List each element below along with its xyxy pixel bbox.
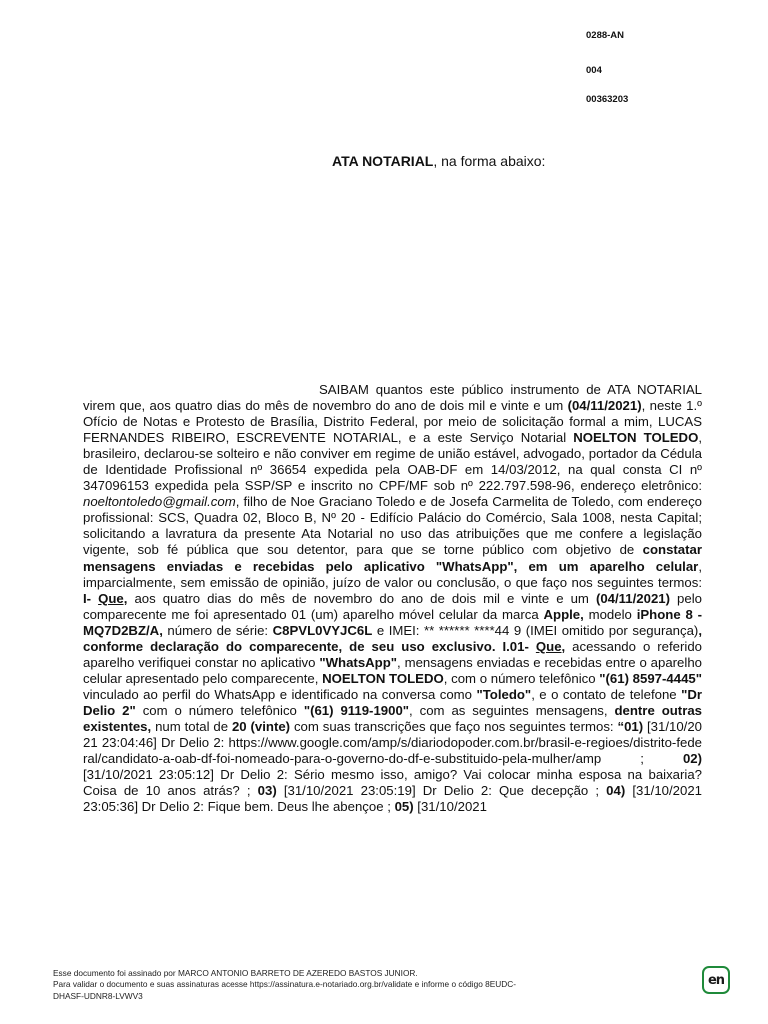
e-notariado-logo-icon (702, 966, 730, 994)
underlined-segment: Que, (98, 590, 128, 606)
bold-segment: iPhone 8 - MQ7D2BZ/A, (83, 606, 702, 638)
bold-segment: Apple, (543, 606, 584, 622)
text-segment: modelo (583, 606, 637, 622)
text-segment: aos quatro dias do mês de novembro do ano de dois mil e vinte e um (127, 590, 596, 606)
title-rest: , na forma abaixo: (433, 153, 546, 169)
page-code: 004 (586, 65, 602, 76)
text-segment: número de série: (162, 622, 273, 638)
bold-segment: 20 (vinte) (231, 718, 291, 734)
text-segment: pelo comparecente me foi apresentado 01 (um) aparelho móvel celular da marca (83, 590, 702, 622)
text-segment: , e o contato de telefone (531, 686, 682, 702)
text-segment: com suas transcrições que faço nos seguintes termos: (290, 718, 618, 734)
bold-segment: “01) (617, 718, 644, 734)
text-segment: , brasileiro, declarou-se solteiro e não conviver em regime de união estável, advogado, portador da Cédula de Identidade Profissional nº 36654 expedida pela OAB-DF em 14/03/2012, na qual consta CI nº 347096153 expedida pela SSP/SP e inscrito no CPF/MF sob nº 222.797.598-96, endereço eletrônico: (83, 430, 703, 494)
bold-segment: NOELTON TOLEDO (322, 670, 444, 686)
text-segment: vinculado ao perfil do WhatsApp e identificado na conversa como (83, 686, 477, 702)
validation-code: DHASF-UDNR8-LVWV3 (53, 990, 143, 1001)
bold-segment: (04/11/2021) (595, 590, 671, 606)
bold-segment: I- (83, 590, 99, 606)
signer-line: Esse documento foi assinado por MARCO ANTONIO BARRETO DE AZEREDO BASTOS JUNIOR. (53, 968, 418, 978)
text-segment: [31/10/2021 23:05:12] Dr Delio 2: Sério mesmo isso, amigo? Vai colocar minha esposa na baixaria? Coisa de 10 anos atrás? ; (83, 767, 702, 799)
text-segment: , mensagens enviadas e recebidas entre o aparelho celular apresentado pelo comparecente, (83, 654, 702, 686)
text-segment: , filho de Noe Graciano Toledo e de Josefa Carmelita de Toledo, com endereço profissional: SCS, Quadra 02, Bloco B, Nº 20 - Edifício Palácio do Comércio, Sala 1008, nesta Capital; solicitando a lavratura da presente Ata Notarial no uso das atribuições que me confere a legislação vigente, sob fé pública que sou detentor, para que se torne público com objetivo de (83, 494, 702, 558)
text-segment: [31/10/2021 23:05:19] Dr Delio 2: Que decepção ; (276, 783, 607, 799)
bold-segment: "Dr Delio 2" (83, 686, 702, 718)
bold-segment: (04/11/2021) (567, 398, 642, 414)
bold-segment: constatar mensagens enviadas e recebidas pelo aplicativo "WhatsApp", em um aparelho celular (83, 542, 702, 574)
text-segment: [31/10/2021 23:04:46] Dr Delio 2: https://www.google.com/amp/s/diariodopoder.com.br/brasil-e-regioes/distrito-federal/candidato-a-oab-df-foi-nomeado-para-o-governo-do-df-e-substituido-pela-mulher/amp ; (83, 718, 703, 767)
text-segment: acessando o referido aparelho verifiquei constar no aplicativo (83, 638, 703, 670)
book-code: 0288-AN (586, 30, 625, 41)
text-segment: num total de (151, 718, 232, 734)
text-segment: [31/10/2021 (413, 799, 487, 815)
text-segment: [31/10/2021 23:05:36] Dr Delio 2: Fique bem. Deus lhe abençoe ; (83, 783, 702, 815)
text-segment: , neste 1.º Ofício de Notas e Protesto de Brasília, Distrito Federal, por meio de solicitação formal a mim, LUCAS FERNANDES RIBEIRO, ESCREVENTE NOTARIAL, e a este Serviço Notarial (83, 398, 702, 446)
bold-segment: "(61) 9119-1900" (303, 702, 410, 718)
deed-body-text (83, 382, 702, 815)
email-italic: noeltontoledo@gmail.com (83, 494, 236, 510)
logo-text: en (707, 972, 725, 988)
bold-segment: 04) (606, 783, 626, 799)
bold-segment: "WhatsApp" (319, 654, 398, 670)
underlined-segment: Que, (535, 638, 566, 654)
act-code: 00363203 (586, 94, 629, 105)
validation-line: Para validar o documento e suas assinaturas acesse https://assinatura.e-notariado.org.br/validate e informe o código 8EUDC- (53, 979, 517, 990)
title-bold: ATA NOTARIAL (332, 153, 434, 169)
document-title (332, 153, 545, 169)
bold-segment: 02) (682, 751, 702, 767)
text-segment: SAIBAM quantos este público instrumento de ATA NOTARIAL virem que, aos quatro dias do mês de novembro do ano de dois mil e vinte e um (83, 382, 702, 414)
bold-segment: 05) (394, 799, 414, 815)
bold-segment: , conforme declaração do comparecente, de seu uso exclusivo. I.01- (83, 622, 702, 654)
bold-segment: NOELTON TOLEDO (573, 430, 699, 446)
text-segment: , com as seguintes mensagens, (409, 702, 615, 718)
bold-segment: dentre outras existentes, (83, 702, 702, 734)
signature-footer (53, 968, 653, 1002)
bold-segment: 03) (257, 783, 277, 799)
bold-segment: "(61) 8597-4445" (599, 670, 702, 686)
bold-segment: "Toledo" (476, 686, 532, 702)
text-segment: e IMEI: ** ****** ****44 9 (IMEI omitido por segurança) (372, 622, 699, 638)
bold-segment: C8PVL0VYJC6L (272, 622, 373, 638)
text-segment: , imparcialmente, sem emissão de opinião, juízo de valor ou conclusão, o que faço nos seguintes termos: (83, 558, 702, 590)
text-segment: com o número telefônico (135, 702, 304, 718)
text-segment: , com o número telefônico (443, 670, 600, 686)
